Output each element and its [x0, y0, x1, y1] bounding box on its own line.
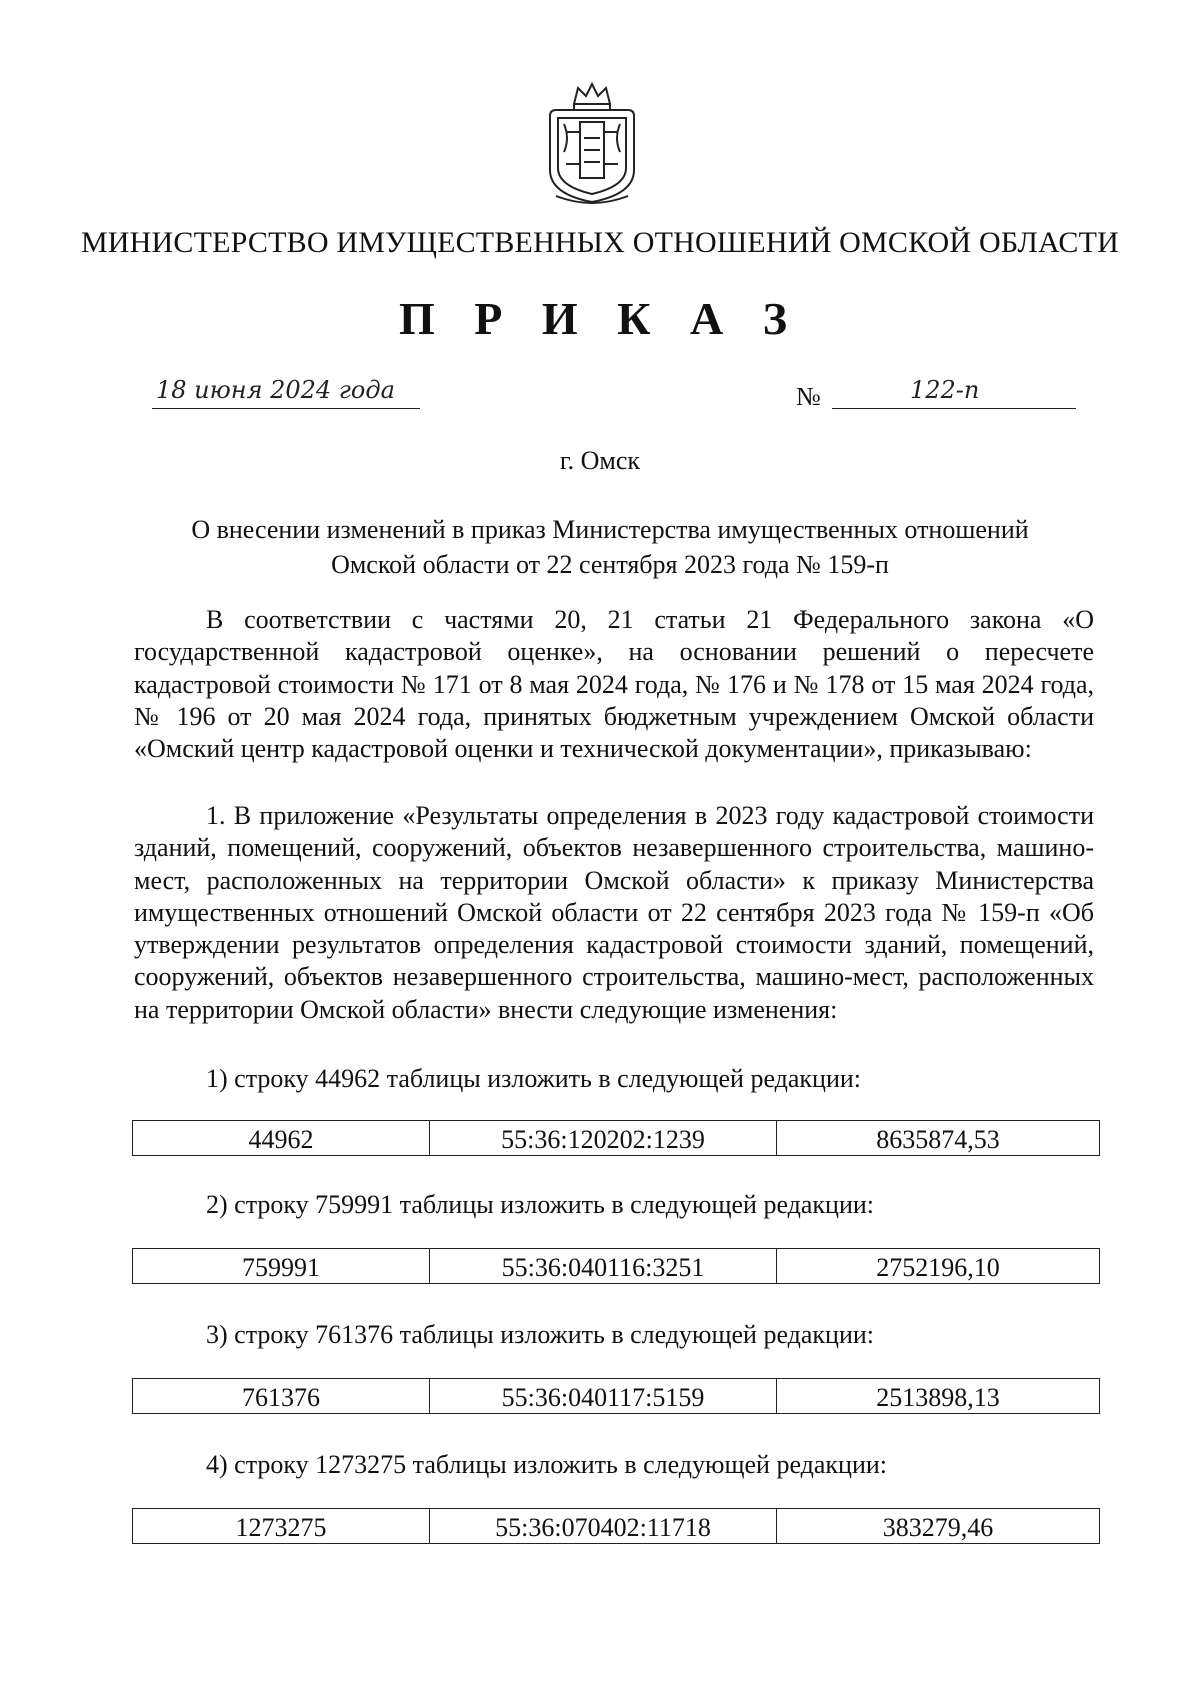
cadastral-value-cell: 2513898,13	[777, 1379, 1100, 1414]
date-field	[152, 374, 420, 409]
row-number-cell: 761376	[133, 1379, 430, 1414]
cadastral-number-cell: 55:36:040117:5159	[430, 1379, 777, 1414]
ministry-name: МИНИСТЕРСТВО ИМУЩЕСТВЕННЫХ ОТНОШЕНИЙ ОМСКОЙ ОБЛАСТИ	[80, 226, 1120, 259]
order-date: 18 июня 2024 года	[156, 376, 395, 404]
cadastral-value-cell: 2752196,10	[777, 1249, 1100, 1284]
table-row	[133, 1249, 1100, 1284]
preamble-paragraph: В соответствии с частями 20, 21 статьи 21 Федерального закона «О государственной кадастровой оценке», на основании решений о пересчете кадастровой стоимости № 171 от 8 мая 2024 года, № 176 и № 178 от 15 мая 2024 года, № 196 от 20 мая 2024 года, принятых бюджетным учреждением Омской области «Омский центр кадастровой оценки и технической документации», приказываю:	[134, 605, 1094, 764]
cadastral-value-cell: 8635874,53	[777, 1121, 1100, 1156]
number-field	[832, 374, 1076, 409]
item-1-table	[132, 1120, 1100, 1156]
order-number: 122-п	[910, 376, 980, 404]
table-row	[133, 1379, 1100, 1414]
item-4-table	[132, 1508, 1100, 1544]
table-row	[133, 1509, 1100, 1544]
cadastral-number-cell: 55:36:070402:11718	[430, 1509, 777, 1544]
cadastral-value-cell: 383279,46	[777, 1509, 1100, 1544]
coat-of-arms-emblem	[540, 78, 644, 206]
row-number-cell: 759991	[133, 1249, 430, 1284]
row-number-cell: 1273275	[133, 1509, 430, 1544]
cadastral-number-cell: 55:36:040116:3251	[430, 1249, 777, 1284]
clause-1-paragraph: 1. В приложение «Результаты определения в 2023 году кадастровой стоимости зданий, помещений, сооружений, объектов незавершенного строительства, машино-мест, расположенных на территории Омской области» к приказу Министерства имущественных отношений Омской области от 22 сентября 2023 года № 159-п «Об утверждении результатов определения кадастровой стоимости зданий, помещений, сооружений, объектов незавершенного строительства, машино-мест, расположенных на территории Омской области» внести следующие изменения:	[134, 801, 1094, 1024]
item-2-table	[132, 1248, 1100, 1284]
order-subject	[140, 512, 1080, 582]
number-label: №	[796, 382, 821, 411]
item-4-label: 4) строку 1273275 таблицы изложить в следующей редакции:	[206, 1450, 888, 1479]
item-2-label: 2) строку 759991 таблицы изложить в следующей редакции:	[206, 1190, 875, 1219]
city: г. Омск	[559, 446, 641, 475]
subject-line-1: О внесении изменений в приказ Министерства имущественных отношений	[191, 515, 1029, 544]
cadastral-number-cell: 55:36:120202:1239	[430, 1121, 777, 1156]
item-1-label: 1) строку 44962 таблицы изложить в следующей редакции:	[206, 1064, 862, 1093]
table-row	[133, 1121, 1100, 1156]
item-3-label: 3) строку 761376 таблицы изложить в следующей редакции:	[206, 1320, 875, 1349]
document-title: П Р И К А З	[398, 293, 801, 344]
subject-line-2: Омской области от 22 сентября 2023 года № 159-п	[331, 550, 889, 579]
row-number-cell: 44962	[133, 1121, 430, 1156]
item-3-table	[132, 1378, 1100, 1414]
